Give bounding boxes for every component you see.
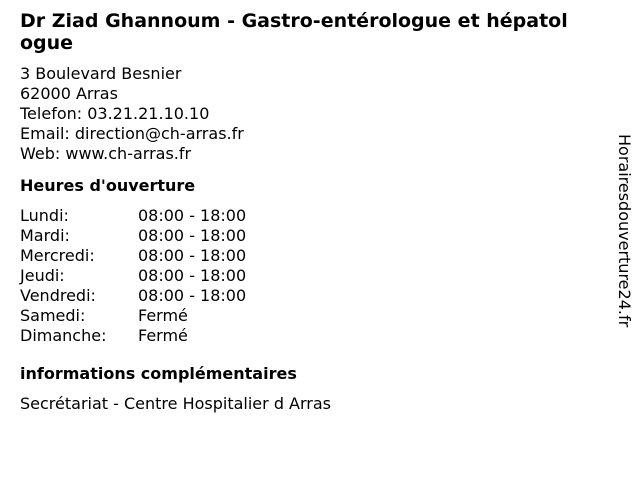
phone-line — [20, 104, 600, 124]
hours-time: Fermé — [138, 306, 188, 325]
hours-day: Lundi: — [20, 206, 69, 225]
email-line — [20, 124, 600, 144]
hours-row — [20, 286, 600, 306]
web-link[interactable]: www.ch-arras.fr — [65, 144, 192, 163]
hours-row — [20, 306, 600, 326]
hours-time: Fermé — [138, 326, 188, 345]
hours-time: 08:00 - 18:00 — [138, 206, 247, 225]
hours-day: Mercredi: — [20, 246, 95, 265]
contact-block — [20, 64, 600, 164]
page-title: Dr Ziad Ghannoum - Gastro-entérologue et hépatologue — [20, 10, 568, 54]
hours-day: Vendredi: — [20, 286, 96, 305]
hours-row — [20, 226, 600, 246]
city-postal: 62000 Arras — [20, 84, 118, 103]
phone-number[interactable]: 03.21.21.10.10 — [87, 104, 210, 123]
extra-info-text: Secrétariat - Centre Hospitalier d Arras — [20, 394, 332, 413]
phone-label: Telefon: — [20, 104, 83, 123]
business-card — [20, 10, 600, 414]
hours-time: 08:00 - 18:00 — [138, 286, 247, 305]
extra-info-heading: informations complémentaires — [20, 364, 297, 383]
email-label: Email: — [20, 124, 70, 143]
email-address[interactable]: direction@ch-arras.fr — [74, 124, 244, 143]
hours-day: Mardi: — [20, 226, 70, 245]
hours-time: 08:00 - 18:00 — [138, 246, 247, 265]
site-watermark: Horairesdouverture24.fr — [615, 134, 634, 328]
hours-time: 08:00 - 18:00 — [138, 226, 247, 245]
hours-day: Jeudi: — [20, 266, 65, 285]
hours-list — [20, 206, 600, 346]
web-line — [20, 144, 600, 164]
hours-row — [20, 266, 600, 286]
hours-day: Samedi: — [20, 306, 86, 325]
web-label: Web: — [20, 144, 61, 163]
hours-heading: Heures d'ouverture — [20, 176, 196, 195]
hours-row — [20, 206, 600, 226]
hours-row — [20, 326, 600, 346]
hours-row — [20, 246, 600, 266]
hours-time: 08:00 - 18:00 — [138, 266, 247, 285]
hours-day: Dimanche: — [20, 326, 107, 345]
street-address: 3 Boulevard Besnier — [20, 64, 182, 83]
